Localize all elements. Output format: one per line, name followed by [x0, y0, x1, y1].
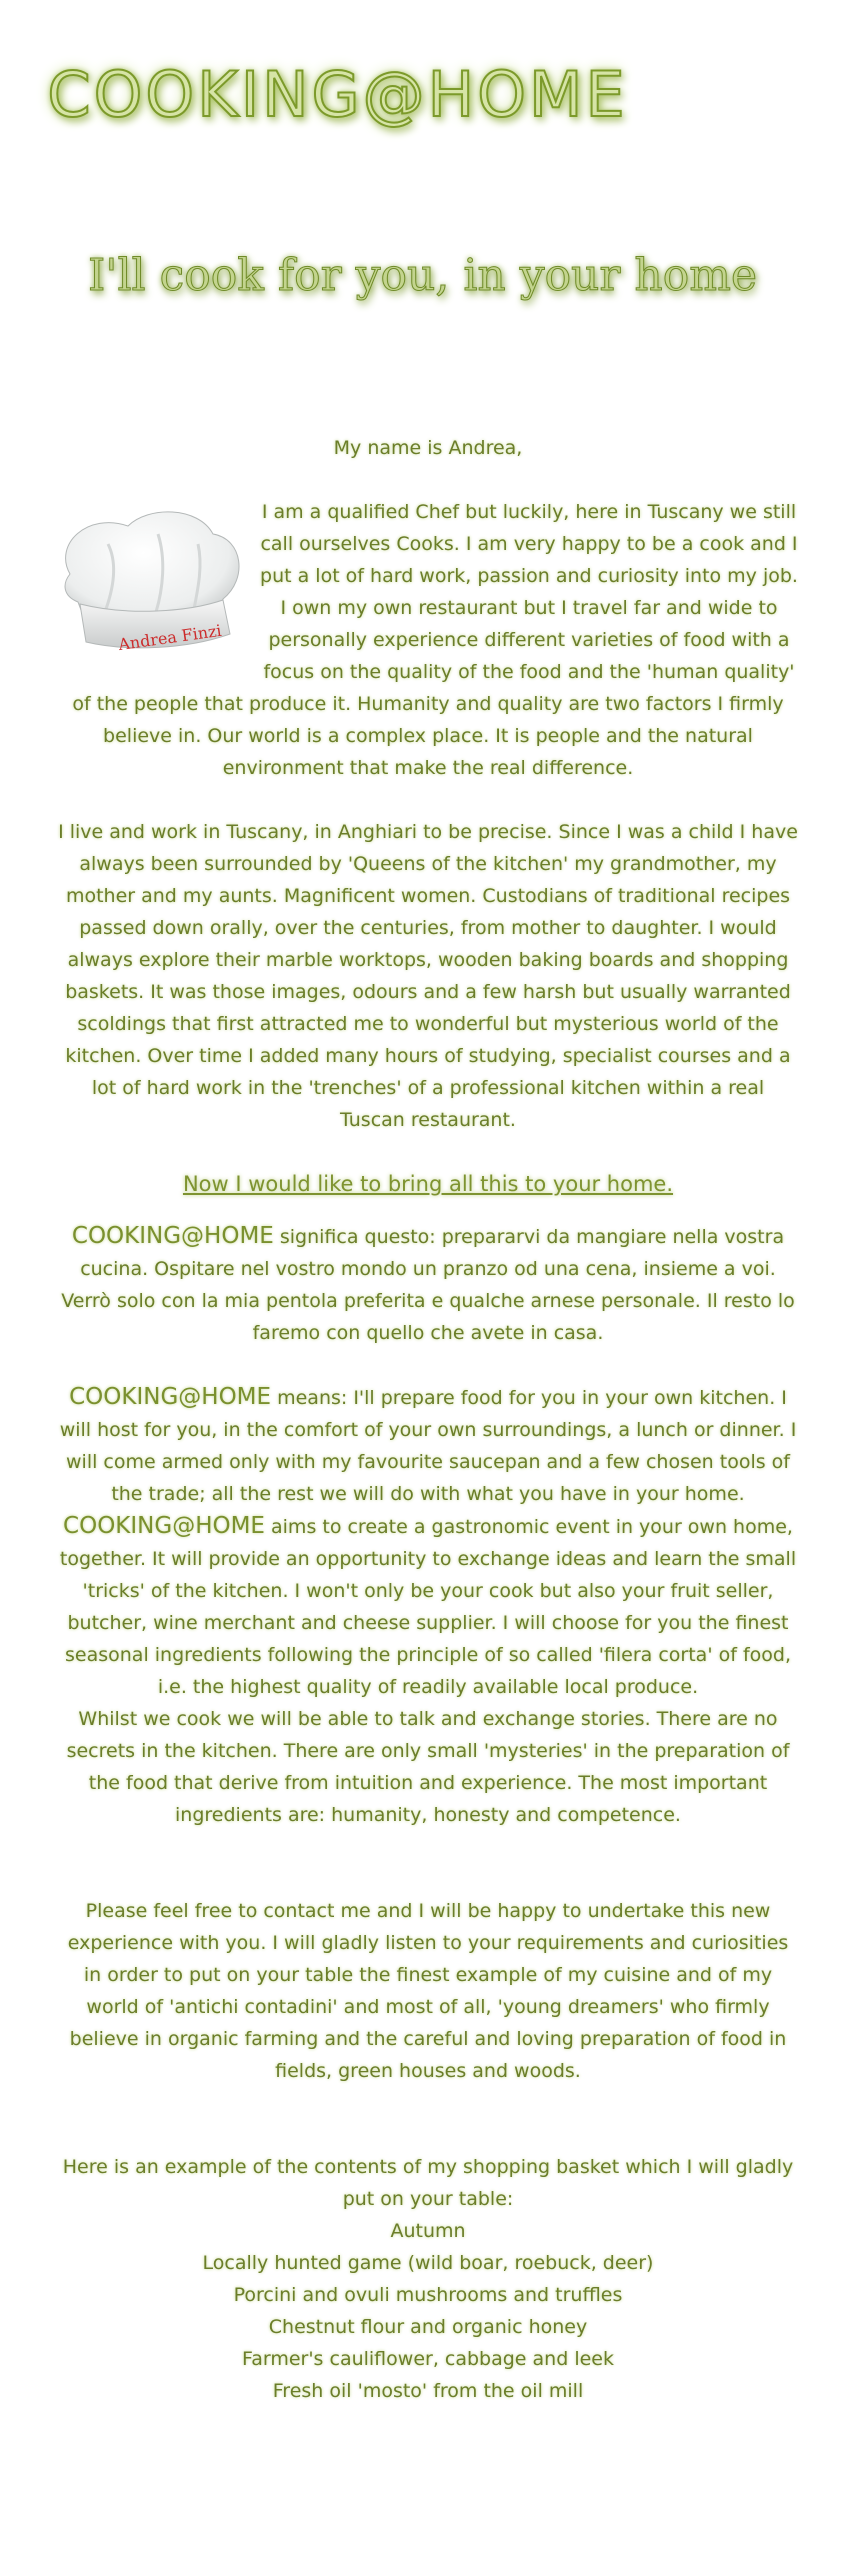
contact-paragraph: Please feel free to contact me and I will be happy to undertake this new experience with you. I will gladly listen to your requirements and curiosities in order to put on your table the finest example of my cuisine and of my world of 'antichi contadini' and most of all, 'young dreamers' who firmly believe in organic farming and the careful and loving preparation of food in fields, green houses and woods.	[67, 1900, 789, 2082]
brand-name: COOKING@HOME	[63, 1513, 265, 1539]
english-paragraph-2: Whilst we cook we will be able to talk and exchange stories. There are no secrets in the kitchen. There are only small 'mysteries' in the preparation of the food that derive from intuition and experience. The most important ingredients are: humanity, honesty and competence.	[66, 1708, 790, 1826]
basket-item: Chestnut flour and organic honey	[268, 2316, 588, 2338]
brand-name: COOKING@HOME	[69, 1384, 272, 1410]
brand-name: COOKING@HOME	[71, 1223, 274, 1249]
basket-list	[58, 2247, 798, 2407]
intro-paragraph-1: I am a qualified Chef but luckily, here in Tuscany we still call ourselves Cooks. I am very happy to be a cook and I put a lot of hard work, passion and curiosity into my job. I own my own restaurant but I travel far and wide to personally experience different varieties of food with a focus on the quality of the food and the 'human quality' of the people that produce it. Humanity and quality are two factors I firmly believe in. Our world is a complex place. It is people and the natural environment that make the real difference.	[72, 501, 798, 779]
headline-link[interactable]: Now I would like to bring all this to your home.	[182, 1172, 674, 1196]
english-paragraph	[58, 1381, 798, 1703]
basket-item: Porcini and ovuli mushrooms and truffles	[233, 2284, 623, 2306]
basket-item: Fresh oil 'mosto' from the oil mill	[272, 2380, 584, 2402]
site-tagline: I'll cook for you, in your home	[87, 250, 758, 301]
greeting: My name is Andrea,	[333, 437, 523, 459]
italian-paragraph	[58, 1220, 798, 1349]
intro-paragraph-2: I live and work in Tuscany, in Anghiari to be precise. Since I was a child I have always been surrounded by 'Queens of the kitchen' my grandmother, my mother and my aunts. Magnificent women. Custodians of traditional recipes passed down orally, over the centuries, from mother to daughter. I would always explore their marble worktops, wooden baking boards and shopping baskets. It was those images, odours and a few harsh but usually warranted scoldings that first attracted me to wonderful but mysterious world of the kitchen. Over time I added many hours of studying, specialist courses and a lot of hard work in the 'trenches' of a professional kitchen within a real Tuscan restaurant.	[58, 821, 798, 1131]
basket-item: Farmer's cauliflower, cabbage and leek	[242, 2348, 614, 2370]
basket-season: Autumn	[390, 2220, 466, 2242]
main-content	[58, 432, 798, 2407]
basket-intro: Here is an example of the contents of my shopping basket which I will gladly put on your table:	[62, 2156, 794, 2210]
chef-signature: Andrea Finzi	[117, 620, 223, 655]
basket-item: Locally hunted game (wild boar, roebuck, deer)	[202, 2252, 654, 2274]
chef-hat-image	[48, 504, 248, 654]
italian-text: significa questo: prepararvi da mangiare nella vostra cucina. Ospitare nel vostro mondo un pranzo od una cena, insieme a voi. Verrò solo con la mia pentola preferita e qualche arnese personale. Il resto lo faremo con quello che avete in casa.	[61, 1226, 795, 1344]
english-text-2: aims to create a gastronomic event in your own home, together. It will provide an opportunity to exchange ideas and learn the small 'tricks' of the kitchen. I won't only be your cook but also your fruit seller, butcher, wine merchant and cheese supplier. I will choose for you the finest seasonal ingredients following the principle of so called 'filera corta' of food, i.e. the highest quality of readily available local produce.	[59, 1516, 797, 1698]
site-logo: COOKING@HOME	[47, 58, 628, 131]
english-text-1: means: I'll prepare food for you in your own kitchen. I will host for you, in the comfort of your own surroundings, a lunch or dinner. I will come armed only with my favourite saucepan and a few chosen tools of the trade; all the rest we will do with what you have in your home.	[59, 1387, 797, 1505]
